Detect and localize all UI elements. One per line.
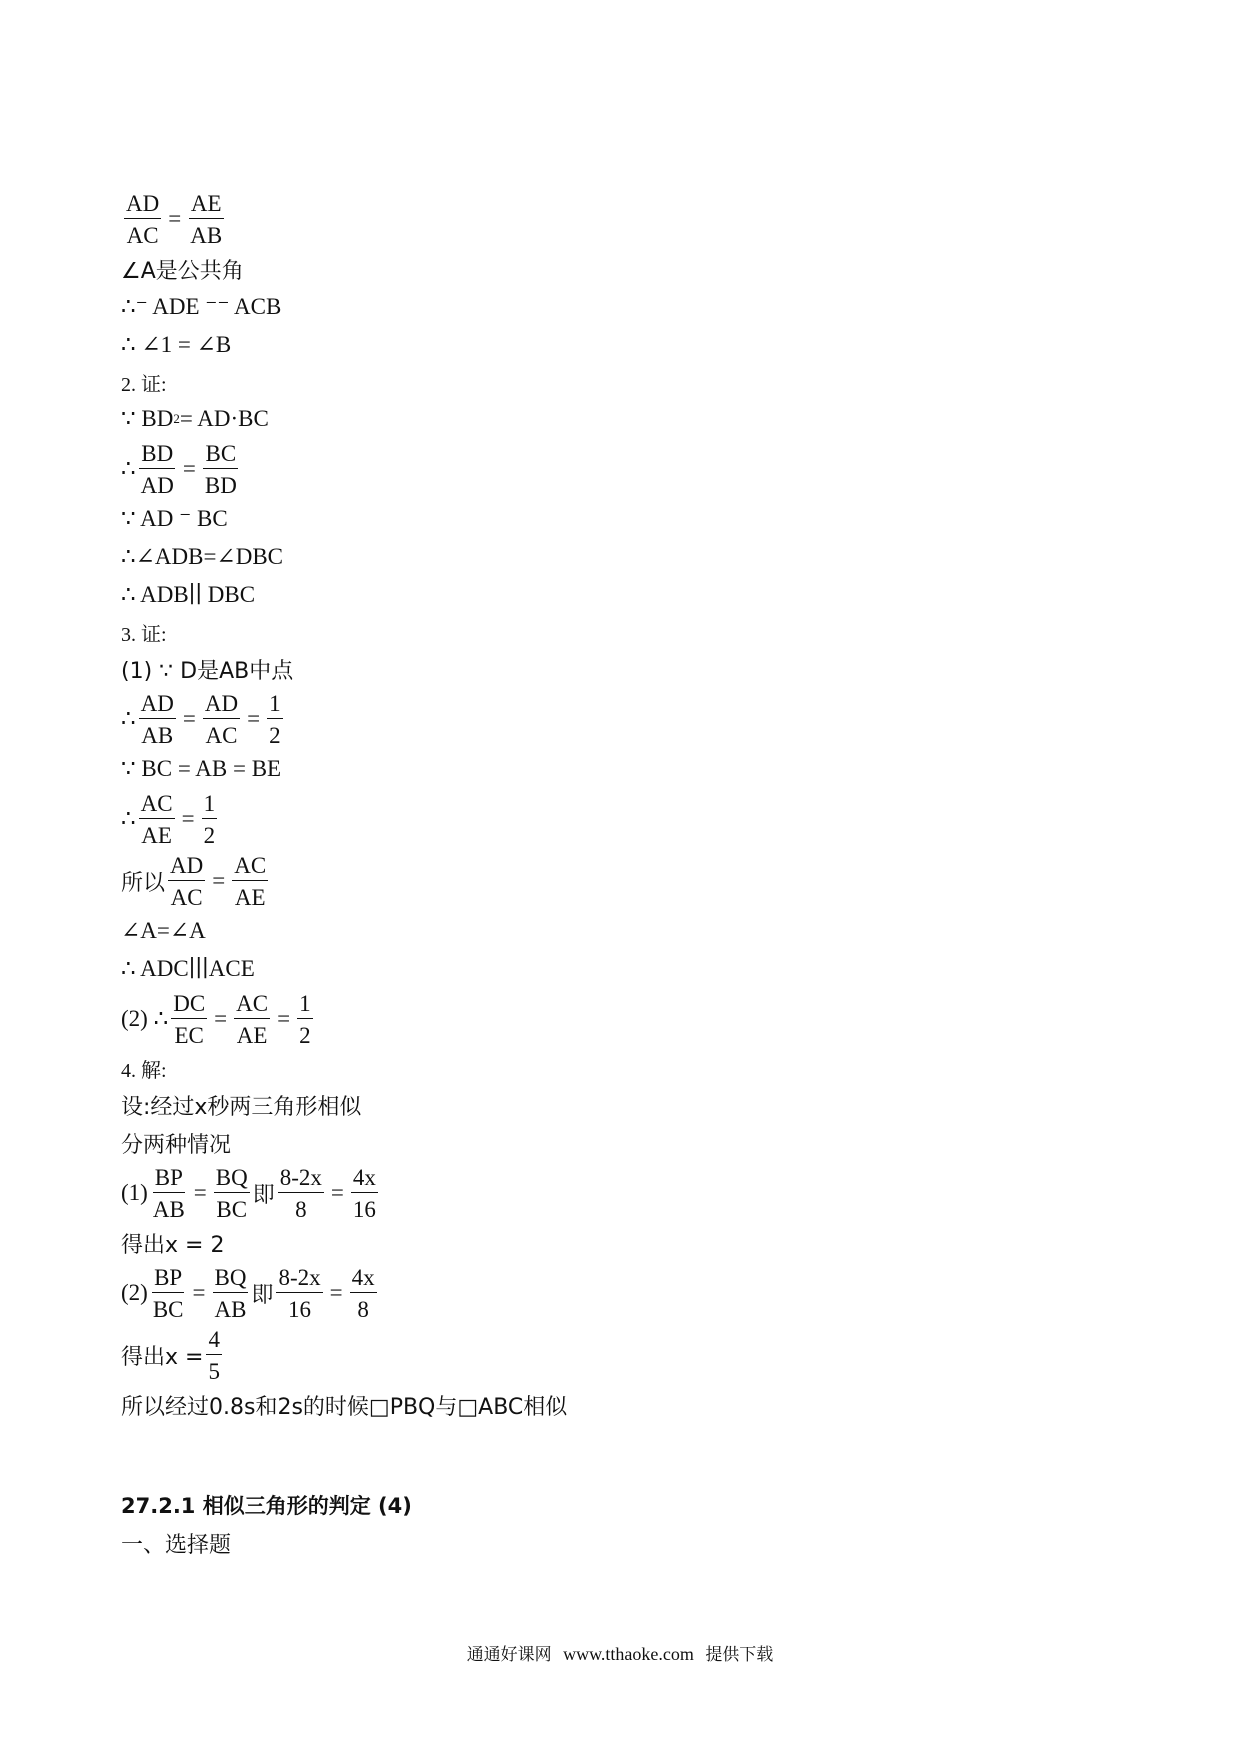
text-line: ∴⁻ ADE ⁻⁻ ACB	[121, 294, 282, 319]
numerator: BQ	[213, 1266, 249, 1293]
equation-line: $\frac{AD}{AC}$ = $\frac{AE}{AB}$	[126, 190, 223, 248]
therefore-symbol: ∴	[121, 456, 136, 481]
numerator: 4x	[351, 1166, 378, 1193]
numerator: AE	[189, 192, 224, 219]
text-connector: 即	[251, 1282, 274, 1308]
fraction	[139, 792, 175, 847]
denominator: 16	[288, 1296, 312, 1322]
text-line: ∵ AD ⁻ BC	[121, 506, 228, 531]
footer-url: www.tthaoke.com	[563, 1644, 694, 1664]
exponent: 2	[173, 411, 180, 426]
numerator: 4x	[350, 1266, 377, 1293]
fraction	[232, 854, 268, 909]
text-connector: 即	[252, 1182, 275, 1208]
denominator: EC	[174, 1022, 204, 1048]
denominator: 8	[357, 1296, 369, 1322]
numerator: AD	[139, 692, 176, 719]
numerator: AC	[232, 854, 268, 881]
problem-label: 2. 证:	[121, 373, 167, 396]
fraction	[351, 1166, 378, 1221]
fraction	[203, 442, 239, 497]
numerator: AD	[124, 192, 161, 219]
fraction	[168, 854, 205, 909]
solution-content	[121, 188, 1021, 1562]
numerator: AD	[168, 854, 205, 881]
therefore-symbol: ∴	[121, 806, 136, 831]
text-line: ∴ ADB∣∣ DBC	[121, 582, 256, 607]
numerator: DC	[171, 992, 207, 1019]
equation-line: ∴ $\frac{AC}{AE}$ = $\frac{1}{2}$	[121, 790, 216, 848]
equation-line: (2) $\frac{BP}{BC}$ = $\frac{BQ}{AB}$ 即 $\frac{8-2x}{16}$ = $\frac{4x}{8}$	[121, 1264, 375, 1322]
text-line: ∴ ∠1 = ∠B	[121, 332, 232, 357]
fraction	[214, 1166, 250, 1221]
fraction	[202, 792, 218, 847]
section-heading: 27.2.1 相似三角形的判定 (4)	[121, 1494, 412, 1518]
equation-line: ∴ $\frac{AD}{AB}$ = $\frac{AD}{AC}$ = $\frac{1}{2}$	[121, 690, 281, 748]
denominator: 2	[299, 1022, 311, 1048]
text-line: ∠A=∠A	[121, 918, 206, 943]
denominator: 2	[269, 722, 281, 748]
page-footer	[0, 1640, 1240, 1665]
numerator: BP	[153, 1166, 185, 1193]
numerator: AD	[203, 692, 240, 719]
denominator: AE	[141, 822, 172, 848]
denominator: BC	[152, 1296, 184, 1322]
text-prefix: 所以	[121, 870, 166, 896]
denominator: 5	[208, 1358, 220, 1384]
denominator: AD	[140, 472, 174, 498]
equation-line	[121, 1324, 1021, 1386]
numerator: 8-2x	[278, 1166, 324, 1193]
text-prefix: (2) ∴	[121, 1006, 169, 1031]
text-line: ∵ BC = AB = BE	[121, 756, 282, 781]
numerator: 1	[297, 992, 313, 1019]
denominator: AC	[126, 222, 159, 248]
fraction	[350, 1266, 377, 1321]
fraction	[151, 1266, 186, 1321]
denominator: 16	[352, 1196, 376, 1222]
fraction	[139, 692, 176, 747]
text-line: ∴∠ADB=∠DBC	[121, 544, 283, 569]
text-line: 得出x = 2	[121, 1232, 225, 1258]
numerator: AC	[139, 792, 175, 819]
denominator: AE	[236, 1022, 268, 1048]
numerator: 1	[267, 692, 283, 719]
fraction	[139, 442, 176, 497]
fraction	[278, 1166, 324, 1221]
fraction	[151, 1166, 187, 1221]
numerator: 1	[202, 792, 218, 819]
text-line: ∴ ADC∣∣∣ACE	[121, 956, 255, 981]
text-line: 设:经过x秒两三角形相似	[121, 1094, 362, 1120]
denominator: BC	[216, 1196, 248, 1222]
denominator: AC	[205, 722, 238, 748]
denominator: AE	[234, 884, 266, 910]
text-line: 分两种情况	[121, 1132, 232, 1158]
fraction	[267, 692, 283, 747]
fraction	[203, 692, 240, 747]
footer-suffix: 提供下载	[705, 1645, 774, 1665]
denominator: AB	[190, 222, 223, 248]
numerator: BQ	[214, 1166, 250, 1193]
equation-line: (2) ∴ $\frac{DC}{EC}$ = $\frac{AC}{AE}$ = $\frac{1}{2}$	[121, 990, 311, 1048]
fraction	[297, 992, 313, 1047]
fraction	[171, 992, 207, 1047]
therefore-symbol: ∴	[121, 706, 136, 731]
denominator: AB	[214, 1296, 247, 1322]
denominator: AB	[141, 722, 174, 748]
text-line: (1) ∵ D是AB中点	[121, 658, 294, 684]
denominator: 2	[203, 822, 216, 848]
footer-site-name: 通通好课网	[466, 1645, 552, 1665]
equation-line: (1) $\frac{BP}{AB}$ = $\frac{BQ}{BC}$ 即 $\frac{8-2x}{8}$ = $\frac{4x}{16}$	[121, 1164, 376, 1222]
problem-label: 3. 证:	[121, 623, 167, 646]
denominator: AC	[170, 884, 203, 910]
section-subheading: 一、选择题	[121, 1532, 232, 1558]
fraction	[124, 192, 161, 247]
text-prefix: 得出x =	[121, 1344, 204, 1370]
fraction	[234, 992, 270, 1047]
equation-line: 所以 $\frac{AD}{AC}$ = $\frac{AC}{AE}$	[121, 852, 267, 910]
equation-line: ∴ $\frac{BD}{AD}$ = $\frac{BC}{BD}$	[121, 440, 237, 498]
text-prefix: (2)	[121, 1280, 148, 1305]
denominator: 8	[295, 1196, 307, 1222]
fraction	[206, 1328, 222, 1383]
equation-line	[121, 400, 1021, 438]
fraction	[188, 192, 224, 247]
numerator: AC	[234, 992, 270, 1019]
equation-text: ∵ BD	[121, 406, 174, 431]
numerator: BD	[139, 442, 175, 469]
equation-text: = AD·BC	[179, 406, 269, 431]
text-line: 所以经过0.8s和2s的时候□PBQ与□ABC相似	[121, 1394, 568, 1420]
text-prefix: (1)	[121, 1180, 148, 1205]
text-line: ∠A是公共角	[121, 258, 244, 284]
fraction	[276, 1266, 322, 1321]
numerator: BC	[203, 442, 238, 469]
denominator: BD	[204, 472, 237, 498]
problem-label: 4. 解:	[121, 1059, 167, 1082]
numerator: 8-2x	[276, 1266, 322, 1293]
fraction	[213, 1266, 249, 1321]
numerator: BP	[152, 1266, 184, 1293]
denominator: AB	[152, 1196, 185, 1222]
numerator: 4	[206, 1328, 222, 1355]
